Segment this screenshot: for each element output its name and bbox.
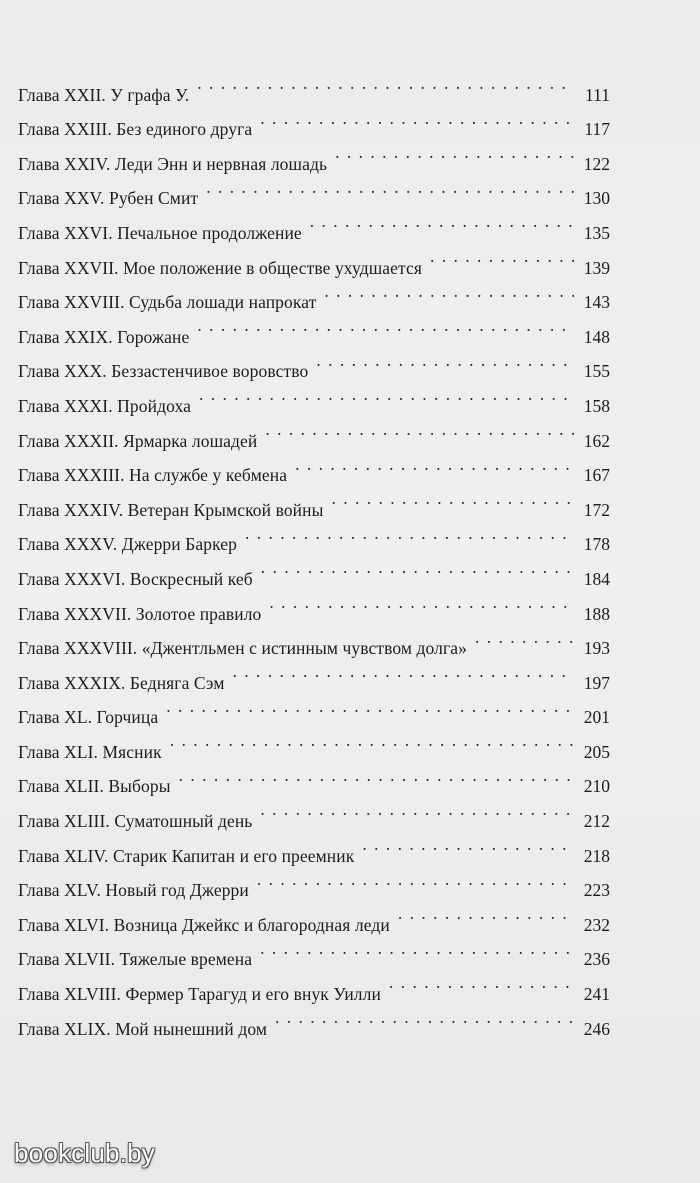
toc-entry-title: Глава XLI. Мясник: [18, 741, 162, 762]
toc-dot-leader: [261, 550, 574, 585]
toc-entry-title: Глава XXIX. Горожане: [18, 326, 190, 347]
toc-entry-page: 236: [583, 949, 610, 970]
toc-entry-title: Глава XLV. Новый год Джерри: [18, 880, 249, 901]
toc-entry-page: 205: [583, 741, 610, 762]
toc-dot-leader: [197, 66, 574, 101]
toc-entry-page: 148: [583, 326, 610, 347]
toc-dot-leader: [166, 689, 574, 724]
toc-entry-page: 162: [583, 430, 610, 451]
toc-entry-page: 135: [583, 222, 610, 243]
toc-dot-leader: [245, 516, 574, 551]
toc-entry-title: Глава XXXI. Пройдоха: [18, 395, 191, 416]
toc-dot-leader: [398, 896, 574, 931]
toc-entry-page: 232: [583, 914, 610, 935]
toc-dot-leader: [170, 723, 574, 758]
toc-entry-page: 143: [583, 292, 610, 313]
toc-entry-page: 188: [583, 603, 610, 624]
toc-entry-page: 130: [583, 188, 610, 209]
toc-entry-page: 139: [583, 257, 610, 278]
toc-entry-title: Глава XLIV. Старик Капитан и его преемник: [18, 845, 355, 866]
toc-entry-page: 193: [583, 638, 610, 659]
toc-entry-title: Глава XXXIII. На службе у кебмена: [18, 465, 288, 486]
toc-entry-page: 117: [584, 119, 610, 140]
table-of-contents: [18, 66, 610, 1039]
toc-entry-title: Глава XXXVI. Воскресный кеб: [18, 568, 253, 589]
toc-dot-leader: [265, 412, 574, 447]
toc-dot-leader: [206, 170, 574, 205]
toc-dot-leader: [257, 862, 574, 897]
toc-entry-page: 122: [583, 153, 610, 174]
toc-entry-title: Глава XXIV. Леди Энн и нервная лошадь: [18, 153, 328, 174]
toc-entry-page: 184: [583, 568, 610, 589]
toc-dot-leader: [179, 758, 574, 793]
toc-dot-leader: [475, 620, 574, 655]
toc-entry-title: Глава XL. Горчица: [18, 707, 159, 728]
toc-dot-leader: [324, 274, 574, 309]
toc-dot-leader: [331, 481, 574, 516]
toc-dot-leader: [389, 965, 574, 1000]
toc-dot-leader: [260, 931, 574, 966]
toc-entry-page: 201: [583, 707, 610, 728]
toc-entry-title: Глава XXXII. Ярмарка лошадей: [18, 430, 258, 451]
watermark-logo: bookclub.by: [14, 1138, 155, 1168]
toc-entry-title: Глава XXII. У графа У.: [18, 84, 190, 105]
toc-entry-title: Глава XXXVII. Золотое правило: [18, 603, 262, 624]
toc-entry-title: Глава XXXVIII. «Джентльмен с истинным чувством долга»: [18, 638, 467, 659]
toc-dot-leader: [362, 827, 574, 862]
toc-entry-title: Глава XXVII. Мое положение в обществе ухудшается: [18, 257, 423, 278]
toc-dot-leader: [430, 239, 574, 274]
toc-dot-leader: [310, 204, 574, 239]
toc-entry-title: Глава XLVII. Тяжелые времена: [18, 949, 253, 970]
toc-entry-page: 197: [583, 672, 610, 693]
toc-dot-leader: [269, 585, 574, 620]
toc-entry: [18, 66, 610, 105]
toc-entry-page: 223: [583, 880, 610, 901]
toc-entry-title: Глава XLVI. Возница Джейкс и благородная леди: [18, 914, 390, 935]
toc-entry-title: Глава XXX. Беззастенчивое воровство: [18, 361, 309, 382]
toc-dot-leader: [233, 654, 574, 689]
toc-entry-page: 241: [583, 984, 610, 1005]
toc-entry-title: Глава XLIII. Суматошный день: [18, 811, 253, 832]
toc-entry-title: Глава XXV. Рубен Смит: [18, 188, 199, 209]
toc-entry-title: Глава XLVIII. Фермер Тарагуд и его внук Уилли: [18, 984, 381, 1005]
toc-dot-leader: [260, 101, 574, 136]
toc-entry-title: Глава XXXV. Джерри Баркер: [18, 534, 237, 555]
toc-entry-title: Глава XXIII. Без единого друга: [18, 119, 253, 140]
toc-entry-page: 246: [583, 1018, 610, 1039]
toc-dot-leader: [199, 377, 574, 412]
toc-entry-page: 111: [585, 84, 610, 105]
toc-entry-title: Глава XXXIX. Бедняга Сэм: [18, 672, 225, 693]
toc-entry-page: 218: [583, 845, 610, 866]
toc-dot-leader: [295, 447, 574, 482]
toc-dot-leader: [316, 343, 574, 378]
toc-entry-title: Глава XLII. Выборы: [18, 776, 171, 797]
toc-entry-page: 178: [583, 534, 610, 555]
toc-dot-leader: [275, 1000, 574, 1035]
toc-entry-page: 212: [583, 811, 610, 832]
toc-entry-page: 172: [583, 499, 610, 520]
toc-dot-leader: [335, 135, 574, 170]
toc-entry-title: Глава XXXIV. Ветеран Крымской войны: [18, 499, 324, 520]
toc-entry-page: 167: [583, 465, 610, 486]
toc-entry-title: Глава XXVIII. Судьба лошади напрокат: [18, 292, 317, 313]
toc-entry-title: Глава XXVI. Печальное продолжение: [18, 222, 302, 243]
toc-dot-leader: [197, 308, 574, 343]
toc-entry-page: 155: [583, 361, 610, 382]
toc-dot-leader: [260, 792, 574, 827]
toc-entry-title: Глава XLIX. Мой нынешний дом: [18, 1018, 268, 1039]
toc-entry-page: 210: [583, 776, 610, 797]
toc-entry-page: 158: [583, 395, 610, 416]
